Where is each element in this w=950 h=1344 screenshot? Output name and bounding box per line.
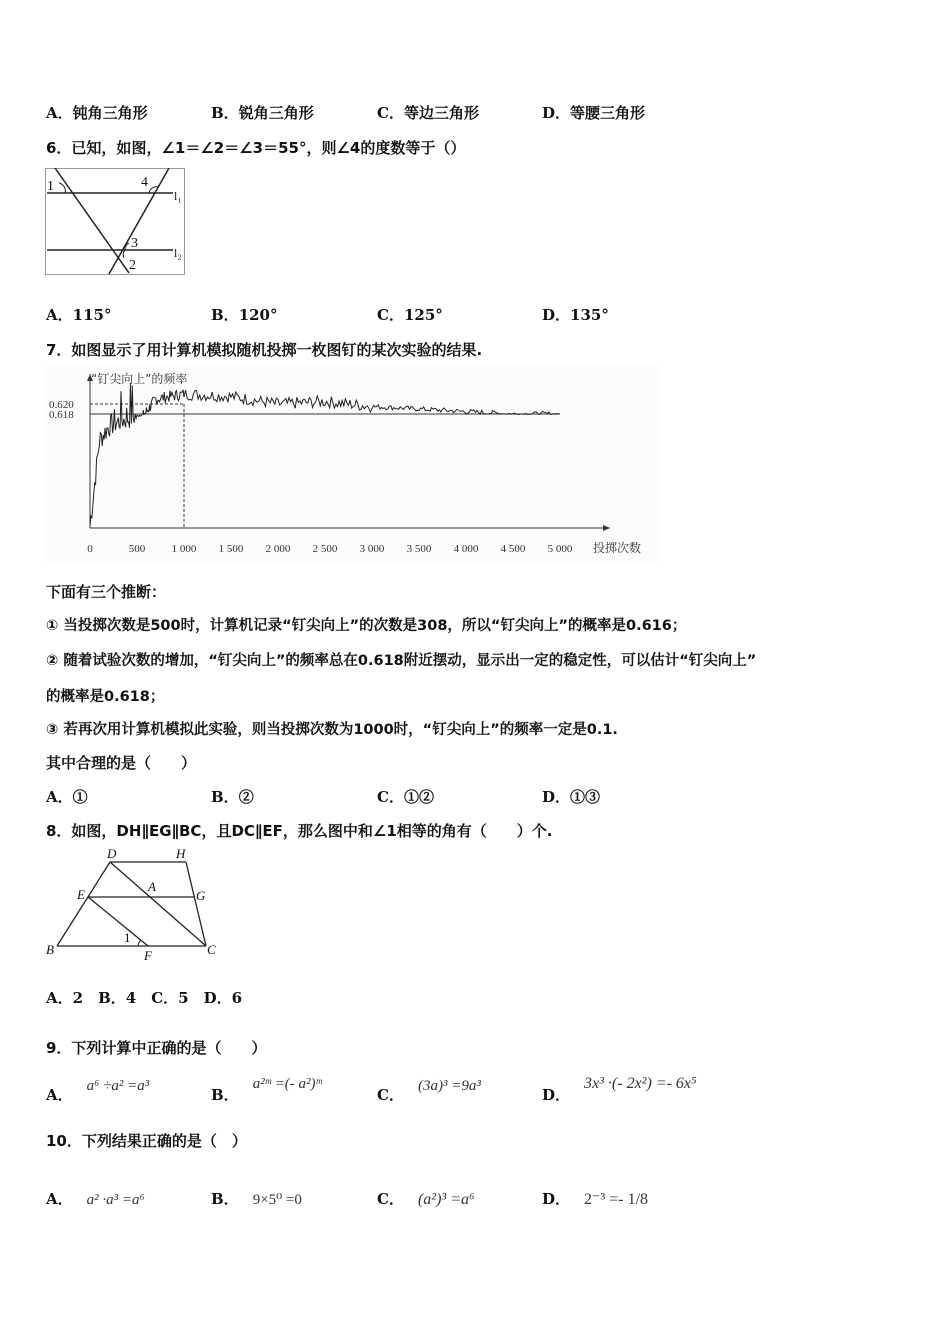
chart-x-title: 投掷次数 bbox=[593, 541, 642, 555]
label-B: B bbox=[46, 942, 54, 957]
q7-frequency-chart bbox=[45, 366, 660, 564]
label-D: D bbox=[107, 846, 117, 861]
q5-option-c[interactable]: C．等边三角形 bbox=[377, 104, 479, 122]
label-A: A bbox=[148, 879, 156, 894]
q6-option-c[interactable]: C．125° bbox=[377, 306, 443, 324]
q7-intro: 下面有三个推断： bbox=[46, 583, 167, 601]
transversal-right bbox=[109, 168, 169, 274]
label-E: E bbox=[77, 887, 85, 902]
q7-statement-2: ② 随着试验次数的增加，“钉尖向上”的频率总在0.618附近摆动，显示出一定的稳定性，可以估计“钉尖向上” bbox=[46, 653, 757, 669]
q6-option-b[interactable]: B．120° bbox=[211, 306, 278, 324]
q8-stem: 8．如图，DH∥EG∥BC，且DC∥EF，那么图中和∠1相等的角有（ ）个. bbox=[46, 822, 553, 840]
label-H: H bbox=[176, 846, 186, 861]
q7-statement-1: ① 当投掷次数是500时，计算机记录“钉尖向上”的次数是308，所以“钉尖向上”的概率是0.616； bbox=[46, 618, 687, 634]
x-tick-label: 5 000 bbox=[547, 543, 573, 555]
label-G: G bbox=[196, 888, 206, 903]
chart-y-title: “钉尖向上”的频率 bbox=[91, 372, 188, 386]
q5-option-a[interactable]: A．钝角三角形 bbox=[46, 104, 148, 122]
x-tick-label: 4 500 bbox=[500, 543, 526, 555]
q9-option-a[interactable]: A． a⁶ ÷a² =a³ bbox=[46, 1078, 150, 1104]
q7-stem: 7．如图显示了用计算机模拟随机投掷一枚图钉的某次实验的结果. bbox=[46, 341, 483, 359]
x-tick-label: 2 000 bbox=[265, 543, 291, 555]
label-4: 4 bbox=[141, 175, 148, 190]
angle2-arc bbox=[123, 250, 125, 258]
angle1-arc bbox=[138, 940, 141, 946]
x-tick-label: 1 500 bbox=[218, 543, 244, 555]
q5-option-d[interactable]: D．等腰三角形 bbox=[542, 104, 646, 122]
x-tick-label: 3 000 bbox=[359, 543, 385, 555]
label-3: 3 bbox=[131, 236, 138, 251]
q5-option-b[interactable]: B．锐角三角形 bbox=[211, 104, 314, 122]
y-tick-label: 0.620 bbox=[49, 399, 74, 411]
label-C: C bbox=[207, 942, 216, 957]
label-1: 1 bbox=[124, 930, 131, 945]
x-tick-label: 3 500 bbox=[406, 543, 432, 555]
q7-option-a[interactable]: A．① bbox=[46, 788, 88, 806]
x-tick-label: 1 000 bbox=[171, 543, 197, 555]
x-tick-label: 0 bbox=[87, 543, 93, 555]
q10-stem: 10．下列结果正确的是（ ） bbox=[46, 1132, 247, 1150]
q6-stem: 6．已知，如图，∠1＝∠2＝∠3＝55°，则∠4的度数等于（） bbox=[46, 139, 466, 157]
label-F: F bbox=[144, 948, 152, 963]
x-tick-label: 500 bbox=[128, 543, 146, 555]
q10-option-a[interactable]: A． a² ·a³ =a⁶ bbox=[46, 1190, 145, 1208]
q8-options[interactable]: A．2 B．4 C．5 D．6 bbox=[46, 989, 243, 1007]
segment-EF bbox=[88, 897, 148, 946]
q7-question: 其中合理的是（ ） bbox=[46, 754, 197, 772]
label-l1: l₁ bbox=[174, 189, 182, 203]
q7-statement-2-cont: 的概率是0.618； bbox=[46, 689, 165, 705]
q8-figure bbox=[44, 846, 224, 964]
q7-statement-3: ③ 若再次用计算机模拟此实验，则当投掷次数为1000时，“钉尖向上”的频率一定是0.1. bbox=[46, 722, 618, 738]
q6-option-a[interactable]: A．115° bbox=[46, 306, 112, 324]
q9-option-b[interactable]: B．a²ᵐ =(- a²)ᵐ bbox=[211, 1076, 322, 1104]
chart-background bbox=[45, 366, 660, 564]
label-1: 1 bbox=[47, 179, 54, 194]
q9-option-c[interactable]: C． (3a)³ =9a³ bbox=[377, 1078, 481, 1104]
q7-option-c[interactable]: C．①② bbox=[377, 788, 434, 806]
angle1-arc bbox=[59, 183, 65, 193]
q10-option-d[interactable]: D． 2⁻³ =- 1/8 bbox=[542, 1190, 649, 1208]
x-tick-label: 2 500 bbox=[312, 543, 338, 555]
y-tick-label: 0.618 bbox=[49, 409, 74, 421]
q9-stem: 9．下列计算中正确的是（ ） bbox=[46, 1039, 267, 1057]
segment-HC bbox=[186, 862, 206, 946]
x-tick-label: 4 000 bbox=[453, 543, 479, 555]
label-2: 2 bbox=[129, 258, 136, 273]
q9-option-d[interactable]: D．3x³ ·(- 2x²) =- 6x⁵ bbox=[542, 1075, 697, 1104]
q10-option-b[interactable]: B． 9×5⁰ =0 bbox=[211, 1190, 302, 1208]
q10-option-c[interactable]: C． (a²)³ =a⁶ bbox=[377, 1190, 475, 1208]
segment-DB bbox=[57, 862, 110, 946]
q7-option-b[interactable]: B．② bbox=[211, 788, 254, 806]
q6-figure bbox=[45, 168, 187, 276]
q6-option-d[interactable]: D．135° bbox=[542, 306, 609, 324]
q7-option-d[interactable]: D．①③ bbox=[542, 788, 601, 806]
label-l2: l₂ bbox=[174, 246, 182, 260]
